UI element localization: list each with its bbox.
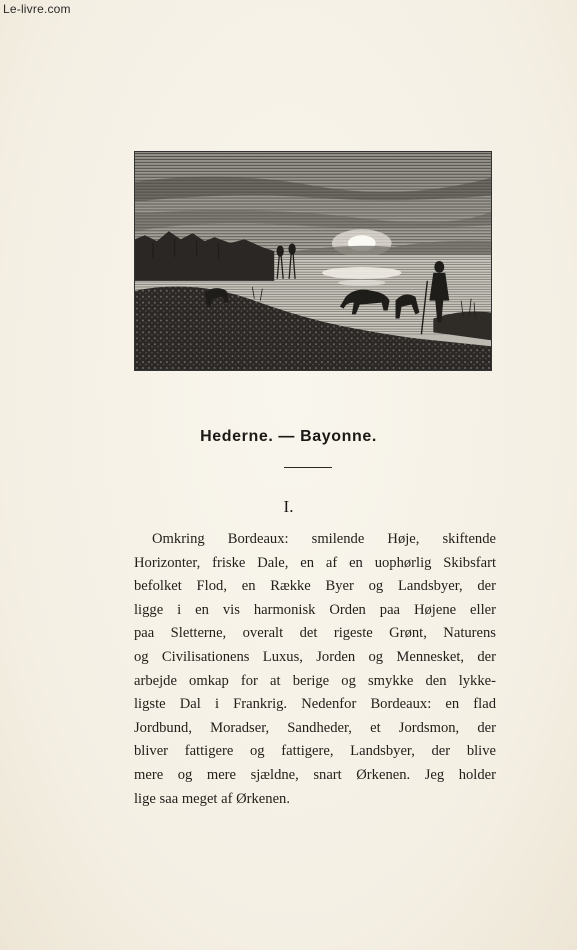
body-paragraph [134, 528, 496, 811]
engraving-landes-moonrise-icon [135, 152, 491, 370]
text-line: ligste Dal i Frankrig. Nedenfor Bordeaux: en flad [134, 696, 496, 713]
title-divider [284, 467, 332, 468]
text-line: mere og mere sjældne, snart Ørkenen. Jeg holder [134, 766, 496, 783]
text-line: Omkring Bordeaux: smilende Høje, skiftende [152, 531, 496, 547]
text-line: paa Sletterne, overalt det rigeste Grønt, Naturens [134, 625, 496, 642]
text-line: bliver fattigere og fattigere, Landsbyer, der blive [134, 743, 496, 760]
text-line: Horizonter, friske Dale, en af en uophørlig Skibsfart [134, 554, 496, 571]
text-line: og Civilisationens Luxus, Jorden og Mennesket, der [134, 648, 496, 665]
text-line: befolket Flod, en Række Byer og Landsbyer, der [134, 578, 496, 595]
text-line: arbejde omkap for at berige og smykke den lykke- [134, 672, 496, 689]
chapter-title: Hederne. — Bayonne. [200, 428, 377, 445]
text-line: ligge i en vis harmonisk Orden paa Højene eller [134, 601, 496, 618]
engraving-illustration [134, 151, 492, 371]
text-line: lige saa meget af Ørkenen. [134, 790, 290, 807]
text-line: Jordbund, Moradser, Sandheder, et Jordsmon, der [134, 719, 496, 736]
section-number: I. [283, 497, 294, 516]
watermark: Le-livre.com [3, 2, 71, 16]
